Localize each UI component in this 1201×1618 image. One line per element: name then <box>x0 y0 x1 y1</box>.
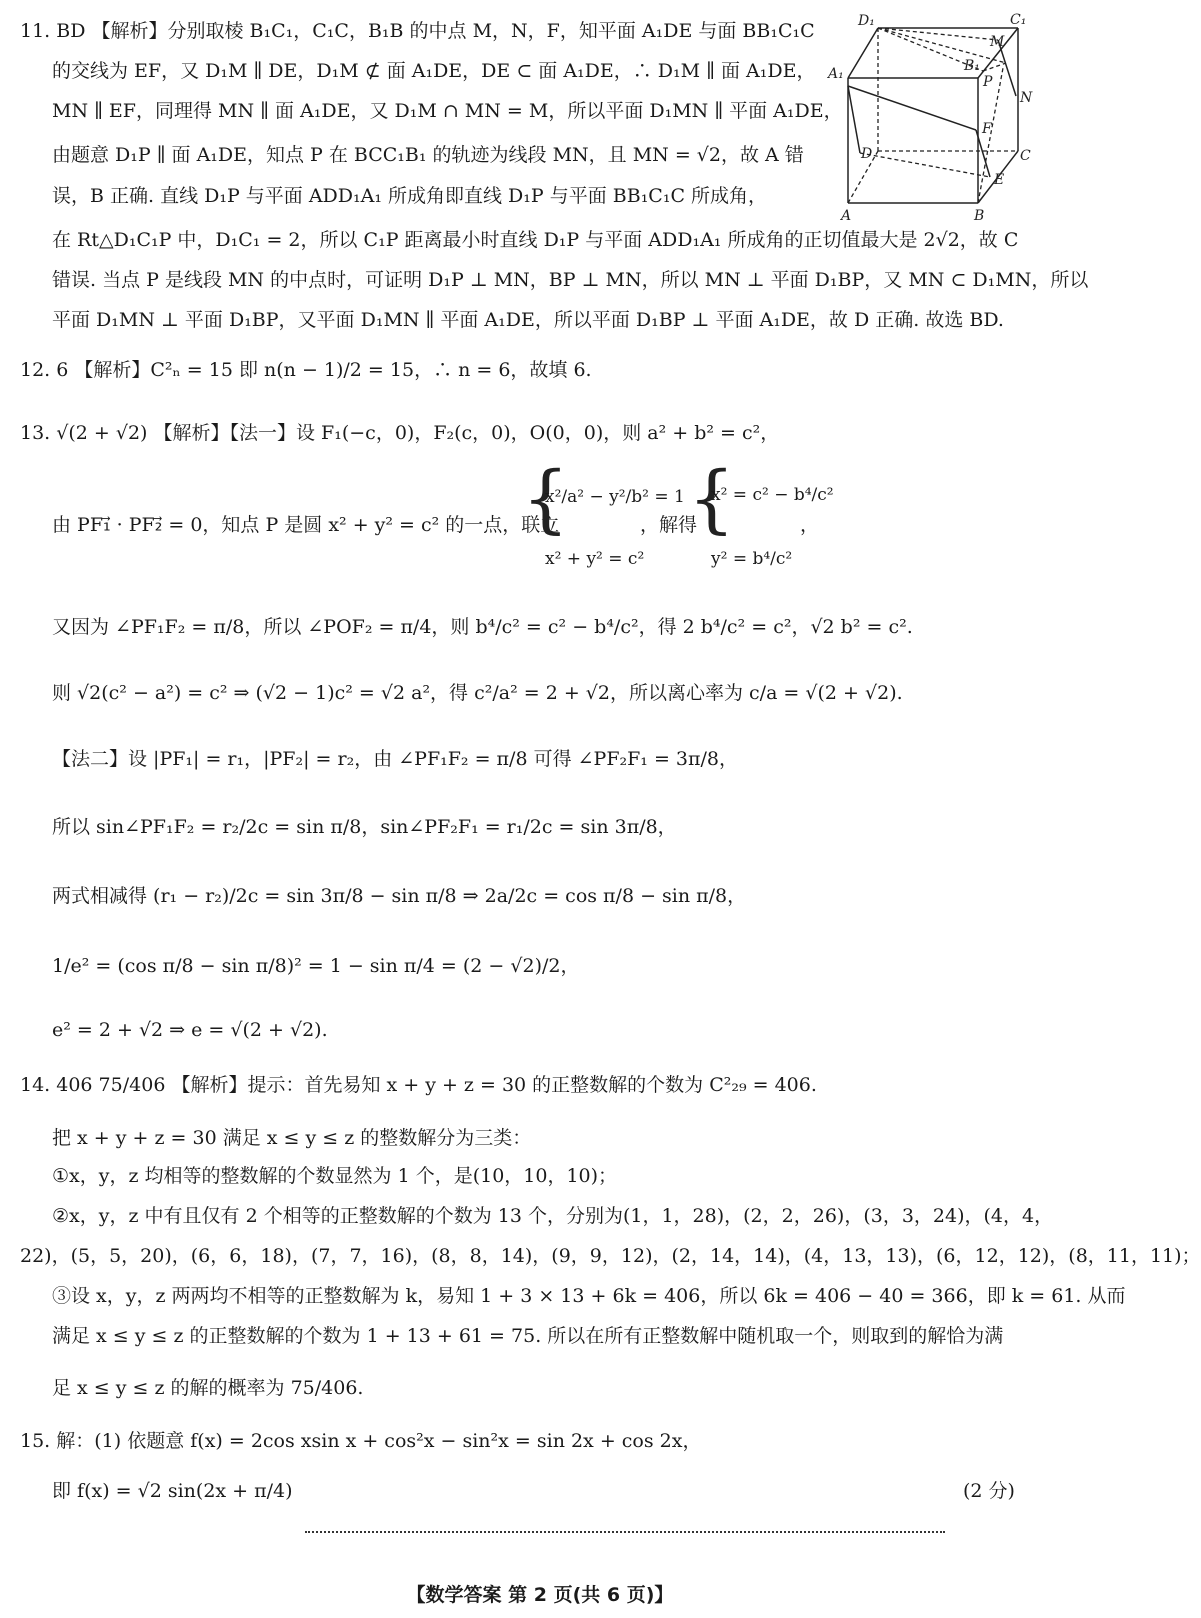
system1-eq2: x² + y² = c² <box>545 549 645 569</box>
label-N: N <box>1020 90 1033 106</box>
q12-line1: 12. 6 【解析】C²ₙ = 15 即 n(n − 1)/2 = 15，∴ n = 6，故填 6. <box>20 359 592 381</box>
q11-line2: 的交线为 EF，又 D₁M ∥ DE，D₁M ⊄ 面 A₁DE，DE ⊂ 面 A₁DE，∴ D₁M ∥ 面 A₁DE， <box>52 60 816 82</box>
system1-brace: { <box>522 456 570 542</box>
q15-line2: 即 f(x) = √2 sin(2x + π/4) <box>52 1480 293 1502</box>
q13-line2-solve: ，解得 <box>640 514 698 536</box>
q13-line6: 所以 sin∠PF₁F₂ = r₂/2c = sin π/8，sin∠PF₂F₁ = r₁/2c = sin 3π/8， <box>52 816 677 838</box>
system2-brace: { <box>688 456 736 542</box>
cube-figure <box>828 8 1038 223</box>
q14-line5: 22)，(5，5，20)，(6，6，18)，(7，7，16)，(8，8，14)，(9，9，12)，(2，14，14)，(4，13，13)，(6，12，12)，(8，11，11)； <box>20 1245 1201 1267</box>
label-D1: D₁ <box>858 13 875 29</box>
q13-line9: e² = 2 + √2 ⇒ e = √(2 + √2). <box>52 1019 328 1041</box>
label-B1: B₁ <box>964 58 980 74</box>
q13-line2-end: ， <box>800 514 820 536</box>
q11-line3: MN ∥ EF，同理得 MN ∥ 面 A₁DE，又 D₁M ∩ MN = M，所以平面 D₁MN ∥ 平面 A₁DE， <box>52 100 843 122</box>
system2-eq1: x² = c² − b⁴/c² <box>711 485 834 505</box>
label-M: M <box>990 34 1005 50</box>
label-F: F <box>982 121 992 137</box>
q14-line6: ③设 x，y，z 两两均不相等的正整数解为 k，易知 1 + 3 × 13 + 6k = 406，所以 6k = 406 − 40 = 366，即 k = 61. 从而 <box>52 1285 1126 1307</box>
q11-line1: 11. BD 【解析】分别取棱 B₁C₁，C₁C，B₁B 的中点 M，N，F，知平面 A₁DE 与面 BB₁C₁C <box>20 20 815 42</box>
q14-line4: ②x，y，z 中有且仅有 2 个相等的正整数解的个数为 13 个，分别为(1，1，28)，(2，2，26)，(3，3，24)，(4，4， <box>52 1205 1054 1227</box>
system1-eq1: x²/a² − y²/b² = 1 <box>545 487 685 507</box>
q11-line8: 平面 D₁MN ⊥ 平面 D₁BP，又平面 D₁MN ∥ 平面 A₁DE，所以平面 D₁BP ⊥ 平面 A₁DE，故 D 正确. 故选 BD. <box>52 309 1004 331</box>
label-B: B <box>974 208 985 224</box>
q11-line6: 在 Rt△D₁C₁P 中，D₁C₁ = 2，所以 C₁P 距离最小时直线 D₁P 与平面 ADD₁A₁ 所成角的正切值最大是 2√2，故 C <box>52 229 1019 251</box>
q11-line5: 误，B 正确. 直线 D₁P 与平面 ADD₁A₁ 所成角即直线 D₁P 与平面 BB₁C₁C 所成角， <box>52 185 768 207</box>
label-A1: A₁ <box>828 66 844 82</box>
q13-line4: 则 √2(c² − a²) = c² ⇒ (√2 − 1)c² = √2 a²，得 c²/a² = 2 + √2，所以离心率为 c/a = √(2 + √2). <box>52 682 903 704</box>
label-A: A <box>841 208 852 224</box>
q13-line8: 1/e² = (cos π/8 − sin π/8)² = 1 − sin π/4 = (2 − √2)/2， <box>52 955 580 977</box>
label-C: C <box>1020 148 1031 164</box>
page-footer: 【数学答案 第 2 页(共 6 页)】 <box>406 1584 674 1606</box>
q15-line1: 15. 解：(1) 依题意 f(x) = 2cos xsin x + cos²x − sin²x = sin 2x + cos 2x， <box>20 1430 702 1452</box>
q13-line2-text: 由 PF₁⃗ · PF₂⃗ = 0，知点 P 是圆 x² + y² = c² 的一点，联立 <box>52 514 560 536</box>
q13-line5: 【法二】设 |PF₁| = r₁，|PF₂| = r₂，由 ∠PF₁F₂ = π/8 可得 ∠PF₂F₁ = 3π/8， <box>52 748 738 770</box>
q11-line4: 由题意 D₁P ∥ 面 A₁DE，知点 P 在 BCC₁B₁ 的轨迹为线段 MN，且 MN = √2，故 A 错 <box>52 144 804 166</box>
label-P: P <box>983 74 993 90</box>
q15-score: (2 分) <box>963 1480 1015 1502</box>
q14-line7: 满足 x ≤ y ≤ z 的正整数解的个数为 1 + 13 + 61 = 75. 所以在所有正整数解中随机取一个，则取到的解恰为满 <box>52 1325 1004 1347</box>
label-D: D <box>861 146 873 162</box>
q13-line1: 13. √(2 + √2) 【解析】【法一】设 F₁(−c，0)，F₂(c，0)，O(0，0)，则 a² + b² = c²， <box>20 422 780 444</box>
system2-eq2: y² = b⁴/c² <box>711 549 793 569</box>
label-C1: C₁ <box>1010 12 1027 28</box>
score-leader-dots <box>305 1531 945 1533</box>
q13-line3: 又因为 ∠PF₁F₂ = π/8，所以 ∠POF₂ = π/4，则 b⁴/c² = c² − b⁴/c²，得 2 b⁴/c² = c²，√2 b² = c². <box>52 616 913 638</box>
label-E: E <box>994 172 1005 188</box>
q14-line3: ①x，y，z 均相等的整数解的个数显然为 1 个，是(10，10，10)； <box>52 1165 618 1187</box>
q14-line1: 14. 406 75/406 【解析】提示：首先易知 x + y + z = 30 的正整数解的个数为 C²₂₉ = 406. <box>20 1074 817 1096</box>
q13-line7: 两式相减得 (r₁ − r₂)/2c = sin 3π/8 − sin π/8 ⇒ 2a/2c = cos π/8 − sin π/8， <box>52 885 747 907</box>
q14-line2: 把 x + y + z = 30 满足 x ≤ y ≤ z 的整数解分为三类： <box>52 1127 532 1149</box>
q11-line7: 错误. 当点 P 是线段 MN 的中点时，可证明 D₁P ⊥ MN，BP ⊥ MN，所以 MN ⊥ 平面 D₁BP，又 MN ⊂ D₁MN，所以 <box>52 269 1089 291</box>
q14-line8: 足 x ≤ y ≤ z 的解的概率为 75/406. <box>52 1377 364 1399</box>
